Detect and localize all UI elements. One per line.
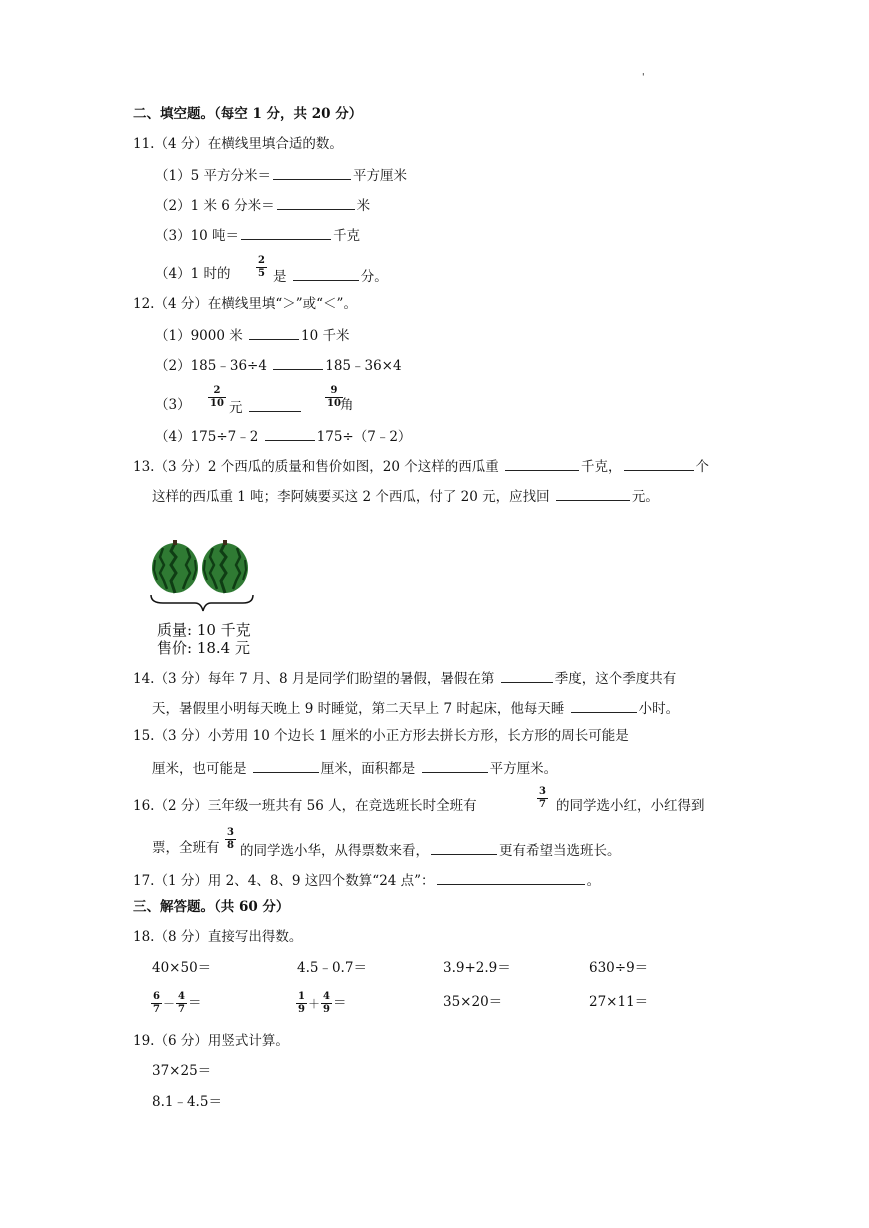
q18-stem: 18.（8 分）直接写出得数。 (133, 929, 303, 945)
q18-item: 630÷9＝ (589, 960, 649, 976)
numerator: 2 (213, 385, 221, 396)
answer-blank[interactable] (253, 760, 319, 773)
q12-part4-right: 175÷（7﹣2） (316, 429, 412, 445)
denominator: 10 (210, 398, 224, 409)
answer-blank[interactable] (249, 327, 299, 340)
q13-line1 (133, 458, 709, 475)
answer-blank[interactable] (431, 842, 497, 855)
q12-part1 (155, 327, 350, 344)
q15-line2-c: 平方厘米。 (489, 761, 558, 777)
q11-part4-is: 是 (273, 269, 287, 285)
q14-line1-end: 季度，这个季度共有 (554, 671, 677, 687)
denominator: 7 (539, 799, 546, 810)
answer-blank[interactable] (505, 458, 579, 471)
q19-stem: 19.（6 分）用竖式计算。 (133, 1033, 289, 1049)
q11-part3-unit: 千克 (333, 228, 361, 244)
watermelon-price: 售价: 18.4 元 (157, 639, 250, 657)
q16-fraction-2 (226, 828, 235, 851)
numerator: 3 (227, 827, 234, 838)
q13-line2-unit: 元。 (631, 489, 659, 505)
fraction (322, 992, 331, 1015)
q15-line2-a: 厘米，也可能是 (152, 761, 247, 777)
q16-line1b: 的同学选小红，小红得到 (556, 798, 705, 814)
operator: － (162, 996, 175, 1011)
q13-line2-text: 这样的西瓜重 1 吨；李阿姨要买这 2 个西瓜，付了 20 元，应找回 (152, 489, 550, 505)
fraction (297, 992, 306, 1015)
answer-blank[interactable] (273, 167, 351, 180)
q11-part2-unit: 米 (356, 198, 371, 214)
q11-part2-text: （2）1 米 6 分米＝ (155, 198, 275, 214)
numerator: 4 (177, 991, 185, 1002)
q13-line1-unit: 千克， (581, 459, 622, 475)
q17 (133, 872, 600, 889)
q11-part4-text: （4）1 时的 (155, 266, 231, 282)
q18-item: 4.5﹣0.7＝ (297, 960, 367, 976)
answer-blank[interactable] (265, 428, 315, 441)
q12-part4-left: （4）175÷7﹣2 (155, 429, 259, 445)
q11-part4 (155, 268, 230, 282)
watermelon-mass: 质量: 10 千克 (157, 621, 251, 639)
q11-part1 (155, 167, 407, 184)
q12-part3-label: （3） (155, 397, 191, 413)
q14-line2 (152, 700, 679, 717)
q17-end: 。 (586, 873, 601, 889)
q11-part4-unit: 分。 (360, 269, 388, 285)
watermelon-icon (152, 540, 198, 593)
q18-fraction-expr-1 (150, 992, 201, 1015)
q12-part4 (155, 428, 411, 445)
denominator: 9 (298, 1004, 305, 1015)
denominator: 8 (227, 840, 234, 851)
operator: ＋ (307, 996, 320, 1011)
q11-fraction (257, 256, 266, 279)
answer-blank[interactable] (273, 357, 323, 370)
denominator: 10 (327, 398, 341, 409)
q11-stem: 11.（4 分）在横线里填合适的数。 (133, 136, 343, 152)
q15-line2-b: 厘米，面积都是 (320, 761, 416, 777)
q16-line2-rest (240, 842, 621, 859)
q11-part3 (155, 227, 360, 244)
watermelon-figure (145, 535, 260, 617)
q14-line2-end: 小时。 (638, 701, 680, 717)
section-2-title: 二、填空题。（每空 1 分，共 20 分） (133, 106, 363, 122)
q18-item: 35×20＝ (443, 994, 503, 1010)
q13-line1-text: 13.（3 分）2 个西瓜的质量和售价如图，20 个这样的西瓜重 (133, 459, 499, 475)
denominator: 5 (258, 268, 265, 279)
q12-part3-unit1: 元 (229, 400, 243, 416)
q16-line2c: 更有希望当选班长。 (499, 843, 621, 859)
q13-line1-end: 个 (695, 459, 709, 475)
q16-line2b: 的同学选小华，从得票数来看， (240, 843, 429, 859)
q12-part3-mid (229, 399, 303, 416)
q14-line1-text: 14.（3 分）每年 7 月、8 月是同学们盼望的暑假，暑假在第 (133, 671, 495, 687)
page-dot: ' (642, 73, 645, 83)
answer-blank[interactable] (501, 670, 553, 683)
answer-blank[interactable] (293, 268, 359, 281)
denominator: 7 (177, 1004, 185, 1015)
answer-blank[interactable] (277, 197, 355, 210)
q15-line1: 15.（3 分）小芳用 10 个边长 1 厘米的小正方形去拼长方形，长方形的周长可能是 (133, 728, 629, 744)
numerator: 9 (330, 385, 338, 396)
answer-blank[interactable] (556, 488, 630, 501)
q13-line2 (152, 488, 659, 505)
q18-fraction-expr-2 (295, 992, 346, 1015)
answer-blank[interactable] (571, 700, 637, 713)
q18-item: 40×50＝ (152, 960, 212, 976)
q16-line2a: 票，全班有 (152, 840, 220, 856)
q16-fraction-1 (538, 787, 547, 810)
brace-icon (151, 595, 253, 611)
q12-part2-right: 185﹣36×4 (325, 358, 402, 374)
denominator: 7 (153, 1004, 160, 1015)
numerator: 1 (298, 991, 305, 1002)
watermelon-icon (202, 540, 248, 593)
section-3-title: 三、解答题。（共 60 分） (133, 899, 290, 915)
answer-blank[interactable] (437, 872, 585, 885)
numerator: 3 (539, 786, 546, 797)
q11-part1-unit: 平方厘米 (352, 168, 407, 184)
q15-line2 (152, 760, 557, 777)
q12-part1-right: 10 千米 (301, 328, 350, 344)
q17-text: 17.（1 分）用 2、4、8、9 这四个数算“24 点”： (133, 873, 435, 889)
equals: ＝ (332, 994, 347, 1011)
q11-part1-text: （1）5 平方分米＝ (155, 168, 271, 184)
answer-blank[interactable] (241, 227, 331, 240)
q11-part4-rest (273, 268, 388, 285)
q18-item: 3.9+2.9＝ (443, 960, 511, 976)
answer-blank[interactable] (422, 760, 488, 773)
numerator: 6 (153, 991, 160, 1002)
fraction (177, 992, 186, 1015)
q16-line1a: 16.（2 分）三年级一班共有 56 人，在竞选班长时全班有 (133, 798, 477, 814)
denominator: 9 (322, 1004, 330, 1015)
q11-part3-text: （3）10 吨＝ (155, 228, 240, 244)
answer-blank[interactable] (624, 458, 694, 471)
numerator: 2 (258, 255, 265, 266)
q12-part1-left: （1）9000 米 (155, 328, 243, 344)
q12-part2-left: （2）185﹣36÷4 (155, 358, 267, 374)
q14-line2-text: 天，暑假里小明每天晚上 9 时睡觉，第二天早上 7 时起床，他每天睡 (152, 701, 565, 717)
equals: ＝ (187, 994, 202, 1011)
q12-part3-unit2: 角 (340, 397, 354, 413)
q18-item: 27×11＝ (589, 994, 649, 1010)
q14-line1 (133, 670, 676, 687)
answer-blank[interactable] (249, 399, 301, 412)
q11-part2 (155, 197, 370, 214)
q12-part2 (155, 357, 402, 374)
numerator: 4 (322, 991, 330, 1002)
q12-stem: 12.（4 分）在横线里填“＞”或“＜”。 (133, 296, 357, 312)
q19-item-b: 8.1﹣4.5＝ (152, 1094, 222, 1110)
q12-fraction-1 (209, 386, 225, 409)
fraction (152, 992, 161, 1015)
q19-item-a: 37×25＝ (152, 1063, 212, 1079)
